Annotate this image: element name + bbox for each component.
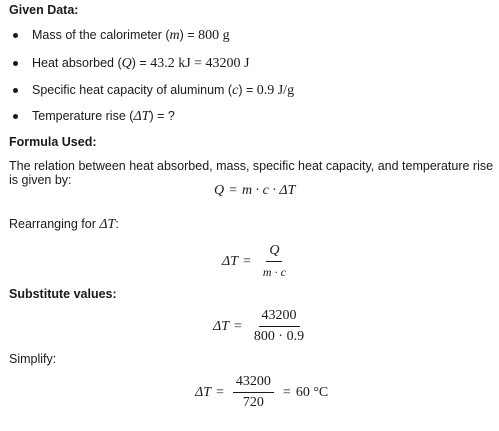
- formula-equation: Q = m · c · ΔT: [214, 183, 296, 198]
- fraction: $\frac{43200}{720}$: [233, 374, 274, 411]
- bullet-icon: [13, 114, 18, 119]
- rearranging-label: Rearranging for ΔT:: [9, 217, 119, 232]
- result-value: 60 °C: [295, 384, 329, 400]
- simplified-equation: ΔT = $\frac{43200}{720}$ = 60 °C: [195, 374, 329, 410]
- bullet-icon: [13, 88, 18, 93]
- rearranged-equation: ΔT = $\frac{Q}{m \cdot c}$: [222, 243, 293, 280]
- given-item-text: Specific heat capacity of aluminum (c) = 0.9 J/g: [32, 83, 295, 98]
- formula-used-heading: Formula Used:: [9, 135, 97, 149]
- bullet-icon: [13, 61, 18, 66]
- given-data-heading: Given Data:: [9, 3, 79, 17]
- fraction: $\frac{43200}{800 \cdot 0.9}$: [253, 308, 305, 344]
- given-item-text: Mass of the calorimeter (m) = 800 g: [32, 28, 230, 43]
- simplify-label: Simplify:: [9, 352, 57, 366]
- substituted-equation: ΔT = $\frac{43200}{800 \cdot 0.9}$: [213, 308, 311, 345]
- given-item-text: Heat absorbed (Q) = 43.2 kJ = 43200 J: [32, 56, 250, 71]
- fraction: $\frac{Q}{m \cdot c}$: [262, 243, 286, 279]
- formula-intro-text: The relation between heat absorbed, mass, specific heat capacity, and temperature rise is given by:: [9, 159, 494, 187]
- given-item-text: Temperature rise (ΔT) = ?: [32, 109, 175, 124]
- substitute-values-heading: Substitute values:: [9, 287, 117, 301]
- bullet-icon: [13, 33, 18, 38]
